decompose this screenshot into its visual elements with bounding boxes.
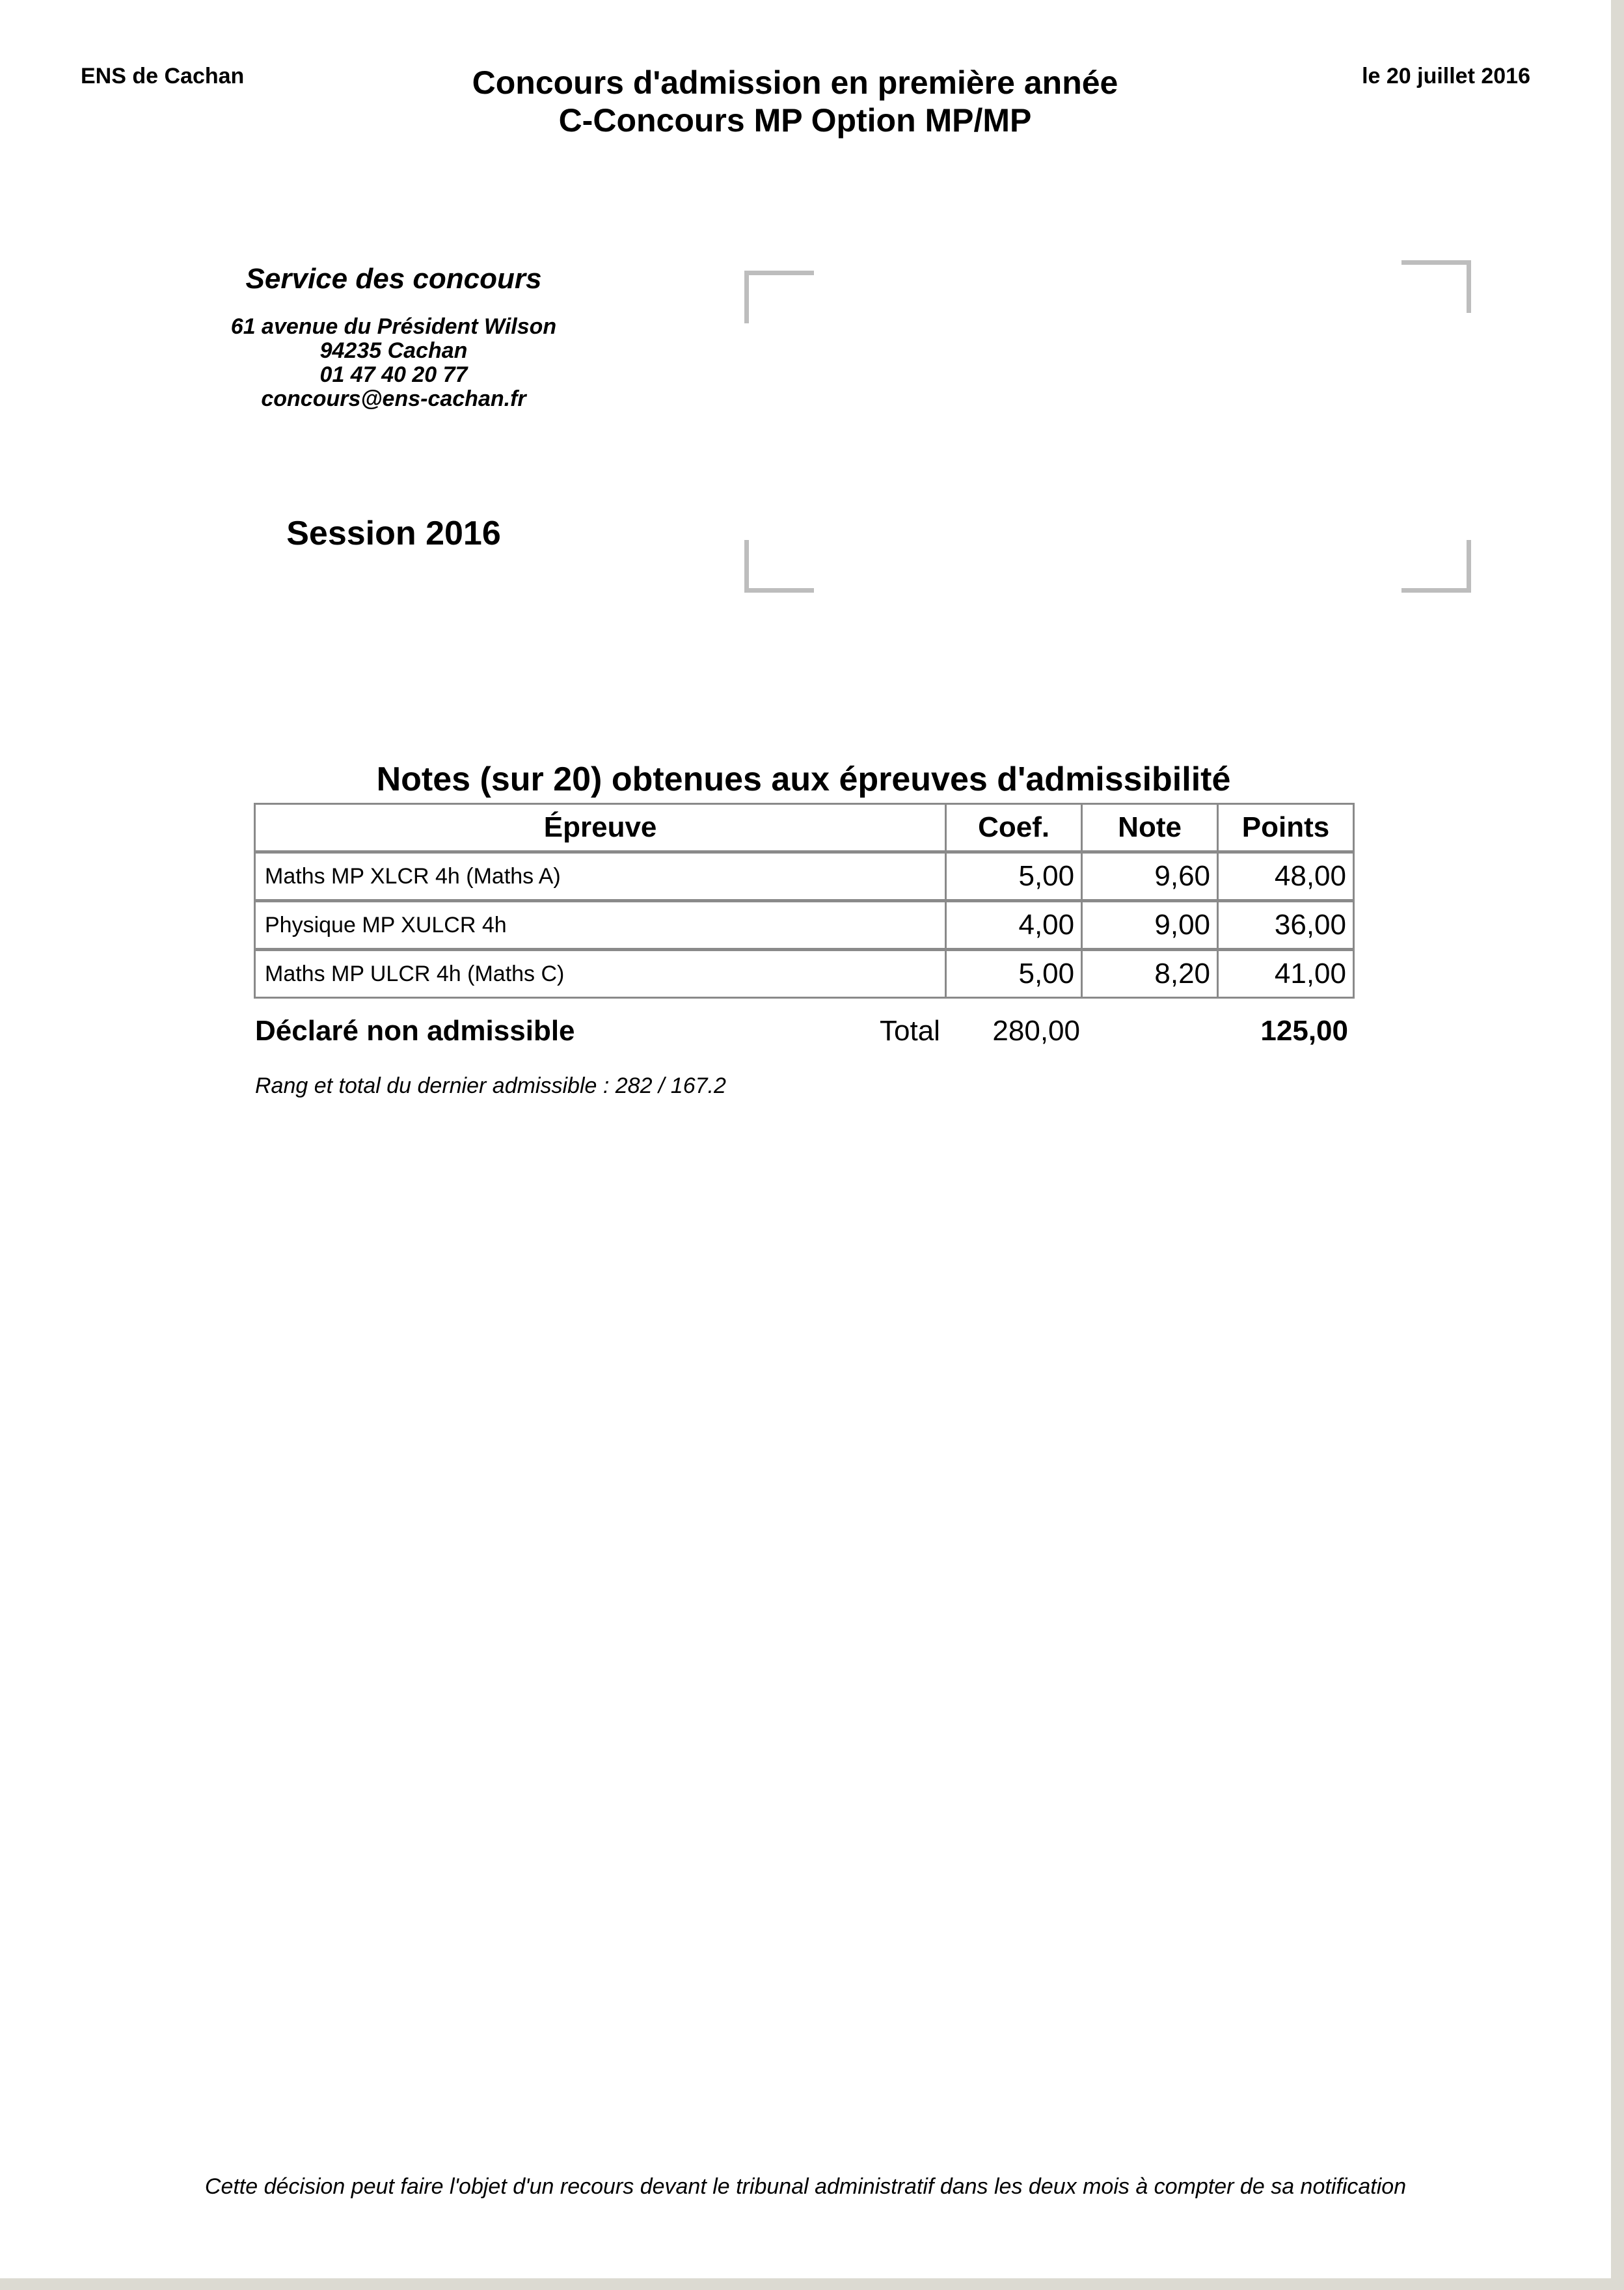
grades-title: Notes (sur 20) obtenues aux épreuves d'admissibilité bbox=[376, 761, 1231, 798]
footer-notice: Cette décision peut faire l'objet d'un recours devant le tribunal administratif dans les deux mois à compter de sa notification bbox=[204, 2174, 1407, 2199]
cell-epreuve: Maths MP XLCR 4h (Maths A) bbox=[255, 852, 946, 901]
session-label: Session 2016 bbox=[286, 515, 501, 552]
service-phone: 01 47 40 20 77 bbox=[319, 362, 468, 387]
service-address: 61 avenue du Président Wilson bbox=[230, 314, 557, 339]
cell-epreuve: Maths MP ULCR 4h (Maths C) bbox=[255, 950, 946, 998]
cell-note: 9,60 bbox=[1082, 852, 1218, 901]
cell-note: 9,00 bbox=[1082, 901, 1218, 950]
service-email: concours@ens-cachan.fr bbox=[261, 386, 526, 411]
institution-name: ENS de Cachan bbox=[81, 64, 245, 88]
address-window-corner-top-left bbox=[744, 271, 814, 323]
column-header-coef: Coef. bbox=[946, 804, 1082, 852]
cell-epreuve: Physique MP XULCR 4h bbox=[255, 901, 946, 950]
address-window-corner-bottom-left bbox=[744, 540, 814, 593]
cell-coef: 5,00 bbox=[946, 852, 1082, 901]
column-header-epreuve: Épreuve bbox=[255, 804, 946, 852]
grades-table bbox=[254, 803, 1355, 999]
rank-info: Rang et total du dernier admissible : 282 / 167.2 bbox=[255, 1073, 726, 1098]
table-row bbox=[255, 901, 1354, 950]
table-row bbox=[255, 950, 1354, 998]
total-coef: 280,00 bbox=[992, 1015, 1080, 1047]
total-points: 125,00 bbox=[1260, 1015, 1348, 1047]
cell-points: 48,00 bbox=[1218, 852, 1354, 901]
service-city: 94235 Cachan bbox=[319, 338, 468, 363]
cell-coef: 5,00 bbox=[946, 950, 1082, 998]
cell-points: 41,00 bbox=[1218, 950, 1354, 998]
cell-note: 8,20 bbox=[1082, 950, 1218, 998]
total-label: Total bbox=[880, 1015, 940, 1047]
service-address-block bbox=[195, 315, 592, 411]
address-window-corner-top-right bbox=[1401, 260, 1471, 313]
service-title: Service des concours bbox=[245, 263, 542, 295]
table-row bbox=[255, 852, 1354, 901]
document-title bbox=[403, 64, 1187, 139]
column-header-points: Points bbox=[1218, 804, 1354, 852]
title-line-2: C-Concours MP Option MP/MP bbox=[558, 102, 1032, 139]
cell-coef: 4,00 bbox=[946, 901, 1082, 950]
column-header-note: Note bbox=[1082, 804, 1218, 852]
decision-text: Déclaré non admissible bbox=[255, 1015, 575, 1047]
grades-header-row bbox=[255, 804, 1354, 852]
cell-points: 36,00 bbox=[1218, 901, 1354, 950]
address-window-corner-bottom-right bbox=[1401, 540, 1471, 593]
document-date: le 20 juillet 2016 bbox=[1362, 64, 1530, 88]
title-line-1: Concours d'admission en première année bbox=[472, 64, 1118, 101]
